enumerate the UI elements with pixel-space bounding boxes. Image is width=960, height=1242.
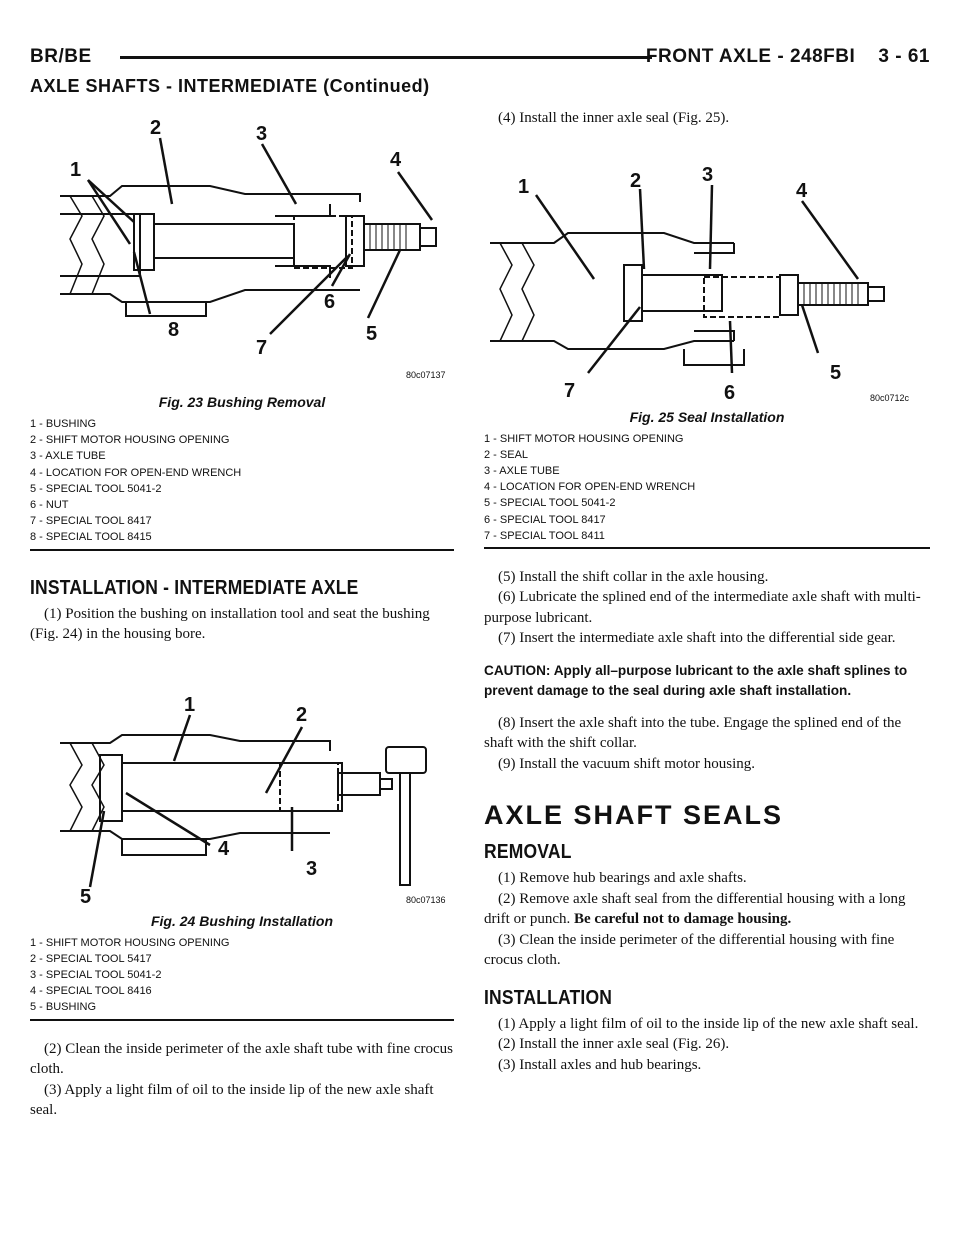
- fig23-legend-item: 2 - SHIFT MOTOR HOUSING OPENING: [30, 434, 230, 447]
- fig24-legend-item: 2 - SPECIAL TOOL 5417: [30, 952, 152, 965]
- install-step-9: (9) Install the vacuum shift motor housing.: [498, 755, 756, 772]
- removal-step-2-warning: Be careful not to damage housing.: [573, 911, 792, 928]
- fig24-callout-1: 1: [184, 693, 196, 716]
- fig24-callout-2: 2: [296, 703, 308, 726]
- installation-intermediate-heading: INSTALLATION - INTERMEDIATE AXLE: [30, 575, 359, 599]
- fig23-callout-3: 3: [256, 123, 268, 145]
- removal-step-2-text: (2) Remove axle shaft seal from the differential housing with a long drift or punch.: [484, 890, 906, 928]
- fig23-caption: Fig. 23 Bushing Removal: [158, 394, 326, 410]
- fig23-callout-8: 8: [168, 319, 180, 341]
- fig25-legend-item: 5 - SPECIAL TOOL 5041-2: [484, 497, 616, 510]
- right-column: [484, 104, 930, 1075]
- header-section-page: FRONT AXLE - 248FBI 3 - 61: [645, 46, 930, 67]
- fig25-caption: Fig. 25 Seal Installation: [629, 408, 785, 425]
- fig25-legend-item: 2 - SEAL: [484, 448, 529, 461]
- fig25-callout-4: 4: [796, 179, 808, 202]
- seal-install-step-2: (2) Install the inner axle seal (Fig. 26).: [498, 1036, 730, 1053]
- figure-23-drawing: [30, 104, 454, 390]
- install-step-6: (6) Lubricate the splined end of the intermediate axle shaft with multi-purpose lubricant.: [484, 589, 921, 626]
- fig23-callout-2: 2: [150, 117, 162, 139]
- fig24-legend-item: 3 - SPECIAL TOOL 5041-2: [30, 969, 162, 982]
- fig24-callout-5: 5: [80, 885, 92, 908]
- figure-23: [30, 104, 454, 390]
- fig25-legend-item: 7 - SPECIAL TOOL 8411: [484, 529, 605, 542]
- removal-heading: REMOVAL: [484, 839, 572, 863]
- fig23-callout-5: 5: [366, 323, 378, 345]
- left-after-steps: [30, 1039, 454, 1121]
- install-step-3: (3) Apply a light film of oil to the inside lip of the new axle shaft seal.: [30, 1081, 434, 1119]
- fig24-callout-4: 4: [218, 837, 230, 860]
- page-header: [30, 42, 930, 72]
- fig23-legend-item: 1 - BUSHING: [30, 418, 97, 430]
- figure-24-drawing: [30, 655, 454, 909]
- right-top-step: [484, 108, 930, 129]
- fig23-legend-item: 4 - LOCATION FOR OPEN-END WRENCH: [30, 466, 242, 479]
- fig24-caption: Fig. 24 Bushing Installation: [150, 912, 333, 929]
- fig25-legend-item: 3 - AXLE TUBE: [484, 464, 560, 477]
- header-manual-code: BR/BE: [30, 46, 92, 67]
- installation-intermediate-section: [30, 577, 454, 645]
- continued-section-title: AXLE SHAFTS - INTERMEDIATE (Continued): [30, 76, 430, 96]
- removal-step-3: (3) Clean the inside perimeter of the differential housing with fine crocus cloth.: [484, 931, 895, 969]
- removal-step-2: [484, 889, 930, 930]
- fig23-legend-item: 3 - AXLE TUBE: [30, 450, 106, 463]
- fig25-legend: [484, 431, 930, 549]
- fig24-callout-3: 3: [306, 857, 318, 880]
- install-step-7: (7) Insert the intermediate axle shaft into the differential side gear.: [498, 630, 896, 647]
- fig23-callout-1: 1: [70, 159, 82, 181]
- fig25-callout-7: 7: [564, 379, 576, 402]
- fig23-callout-4: 4: [390, 149, 402, 171]
- fig25-code: 80c0712c: [870, 392, 910, 403]
- fig24-legend-item: 4 - SPECIAL TOOL 8416: [30, 985, 152, 998]
- fig25-callout-6: 6: [724, 381, 736, 404]
- fig24-legend-item: 1 - SHIFT MOTOR HOUSING OPENING: [30, 936, 230, 949]
- installation-heading: INSTALLATION: [484, 985, 613, 1009]
- fig25-legend-item: 1 - SHIFT MOTOR HOUSING OPENING: [484, 432, 684, 445]
- install-step-4: (4) Install the inner axle seal (Fig. 25).: [498, 110, 730, 126]
- figure-24: [30, 655, 454, 909]
- fig23-code: 80c07137: [406, 370, 446, 380]
- removal-step-1: (1) Remove hub bearings and axle shafts.: [498, 870, 747, 887]
- fig23-legend-item: 6 - NUT: [30, 499, 69, 512]
- fig25-callout-5: 5: [830, 361, 842, 384]
- fig24-code: 80c07136: [406, 894, 446, 905]
- fig24-legend: [30, 935, 454, 1021]
- figure-25: [484, 129, 930, 405]
- fig23-callout-7: 7: [256, 337, 268, 359]
- install-step-2: (2) Clean the inside perimeter of the axle shaft tube with fine crocus cloth.: [30, 1040, 454, 1078]
- fig25-legend-item: 6 - SPECIAL TOOL 8417: [484, 513, 606, 526]
- seal-install-step-1: (1) Apply a light film of oil to the inside lip of the new axle shaft seal.: [498, 1015, 919, 1032]
- figure-25-drawing: [484, 129, 930, 405]
- install-step-1: (1) Position the bushing on installation tool and seat the bushing (Fig. 24) in the housing bore.: [30, 605, 430, 643]
- fig23-callout-6: 6: [324, 291, 336, 313]
- right-steps: [484, 567, 930, 1076]
- fig23-legend-item: 8 - SPECIAL TOOL 8415: [30, 531, 152, 544]
- seal-install-step-3: (3) Install axles and hub bearings.: [498, 1056, 702, 1073]
- install-step-8: (8) Insert the axle shaft into the tube. Engage the splined end of the shaft with the shift collar.: [484, 714, 902, 752]
- fig23-legend-item: 7 - SPECIAL TOOL 8417: [30, 515, 152, 528]
- axle-shaft-seals-heading: AXLE SHAFT SEALS: [484, 800, 784, 831]
- header-rule: [120, 56, 652, 59]
- fig25-callout-1: 1: [518, 175, 530, 198]
- left-column: [30, 104, 454, 1121]
- fig25-callout-3: 3: [702, 163, 714, 186]
- install-step-5: (5) Install the shift collar in the axle housing.: [498, 568, 769, 585]
- fig25-legend-item: 4 - LOCATION FOR OPEN-END WRENCH: [484, 481, 696, 494]
- fig25-callout-2: 2: [630, 169, 642, 192]
- caution-note: CAUTION: Apply all–purpose lubricant to the axle shaft splines to prevent damage to the seal during axle shaft installation.: [484, 662, 908, 698]
- fig23-legend-item: 5 - SPECIAL TOOL 5041-2: [30, 482, 162, 495]
- fig24-legend-item: 5 - BUSHING: [30, 1001, 97, 1014]
- fig23-legend: [30, 416, 454, 551]
